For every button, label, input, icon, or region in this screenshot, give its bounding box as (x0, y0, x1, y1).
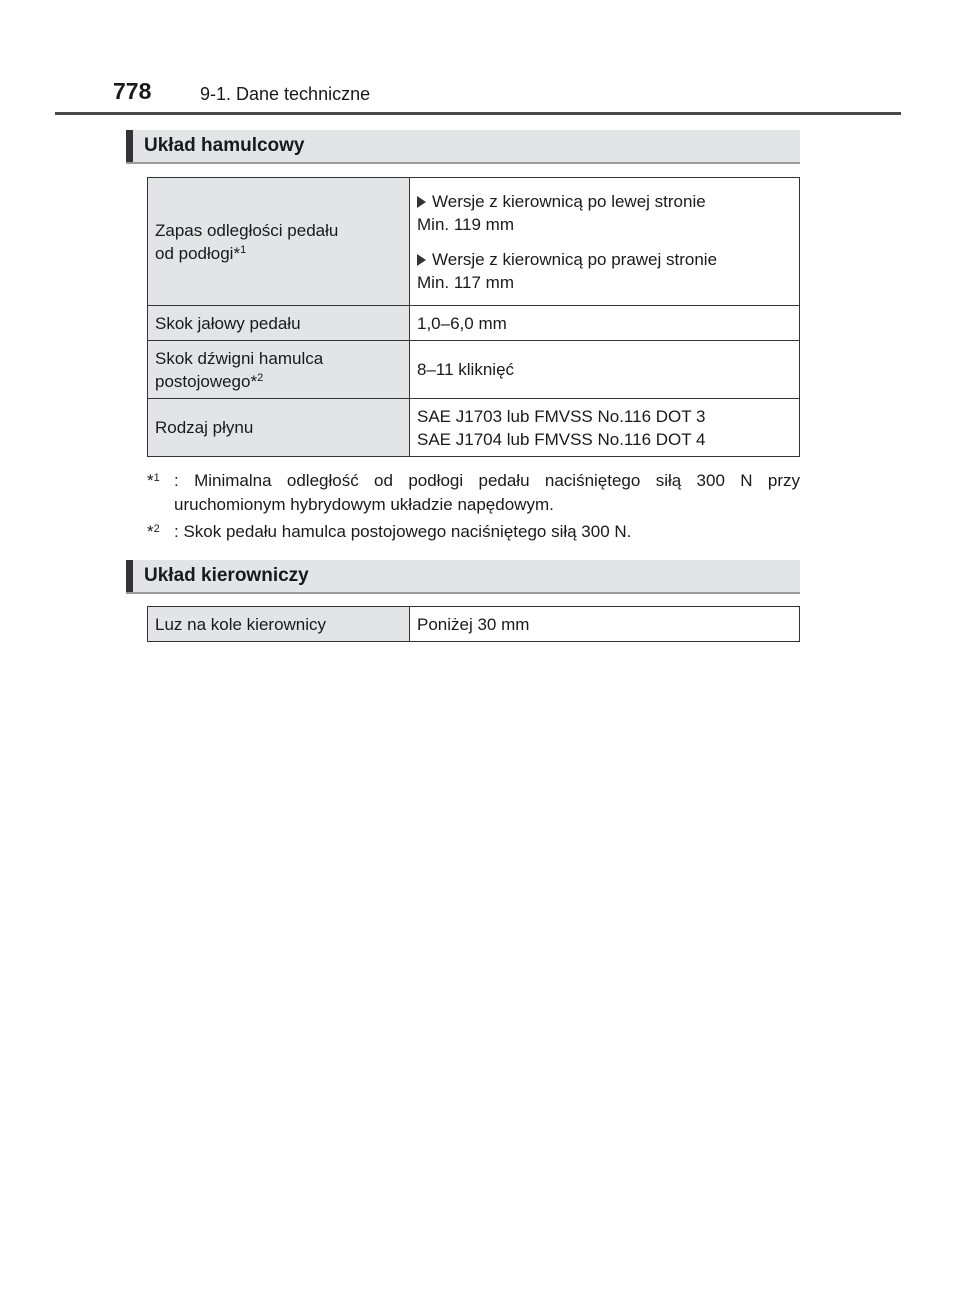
parking-lever-value: 8–11 kliknięć (410, 341, 800, 399)
section-marker-bar (126, 130, 133, 162)
asterisk: * (147, 471, 154, 490)
chapter-title: 9-1. Dane techniczne (200, 84, 371, 104)
variant-rhd (417, 248, 799, 271)
page-header (0, 0, 960, 120)
table-row (148, 341, 800, 399)
parking-lever-label (148, 341, 410, 399)
section-title: Układ hamulcowy (144, 135, 305, 156)
section-title: Układ kierowniczy (144, 565, 309, 586)
footnote-ref: 1 (240, 243, 247, 256)
fluid-type-value (410, 399, 800, 457)
triangle-bullet-icon (417, 254, 426, 266)
label-line: Skok dźwigni hamulca (155, 348, 324, 368)
variant-lhd (417, 190, 799, 213)
footnote-number: 1 (153, 472, 160, 484)
footnote-mark (147, 469, 160, 493)
footnote-mark (147, 520, 160, 544)
asterisk: * (147, 522, 154, 541)
brake-spec-table (147, 177, 800, 457)
section-heading-brakes (126, 130, 800, 164)
variant-label: Wersje z kierownicą po prawej stronie (432, 249, 718, 269)
variant-label: Wersje z kierownicą po lewej stronie (432, 191, 706, 211)
section-heading-steering (126, 560, 800, 594)
value-rhd: Min. 117 mm (417, 272, 514, 292)
label-line: postojowego* (155, 371, 258, 391)
table-row (148, 306, 800, 341)
label-line: Zapas odległości pedału (155, 220, 339, 240)
wheel-play-label: Luz na kole kierownicy (148, 607, 410, 642)
pedal-free-play-value: 1,0–6,0 mm (410, 306, 800, 341)
footnote-2 (147, 520, 800, 544)
footnote-ref: 2 (257, 371, 264, 384)
pedal-free-play-label: Skok jałowy pedału (148, 306, 410, 341)
footnote-text: : Minimalna odległość od podłogi pedału naciśniętego siłą 300 N przy uruchomionym hybrydowym układzie napędowym. (174, 471, 800, 514)
table-row (148, 178, 800, 306)
table-row (148, 399, 800, 457)
header-divider (55, 112, 901, 115)
page-number: 778 (113, 78, 152, 104)
value-lhd: Min. 119 mm (417, 214, 514, 234)
triangle-bullet-icon (417, 196, 426, 208)
fluid-type-label: Rodzaj płynu (148, 399, 410, 457)
steering-spec-table (147, 606, 800, 642)
footnote-number: 2 (153, 523, 160, 535)
footnote-1 (147, 469, 800, 517)
wheel-play-value: Poniżej 30 mm (410, 607, 800, 642)
label-line: od podłogi* (155, 243, 241, 263)
footnote-text: : Skok pedału hamulca postojowego naciśniętego siłą 300 N. (174, 522, 632, 541)
value-line: SAE J1704 lub FMVSS No.116 DOT 4 (417, 429, 706, 449)
table-row (148, 607, 800, 642)
pedal-reserve-value (410, 178, 800, 306)
pedal-reserve-label (148, 178, 410, 306)
section-marker-bar (126, 560, 133, 592)
value-line: SAE J1703 lub FMVSS No.116 DOT 3 (417, 406, 706, 426)
